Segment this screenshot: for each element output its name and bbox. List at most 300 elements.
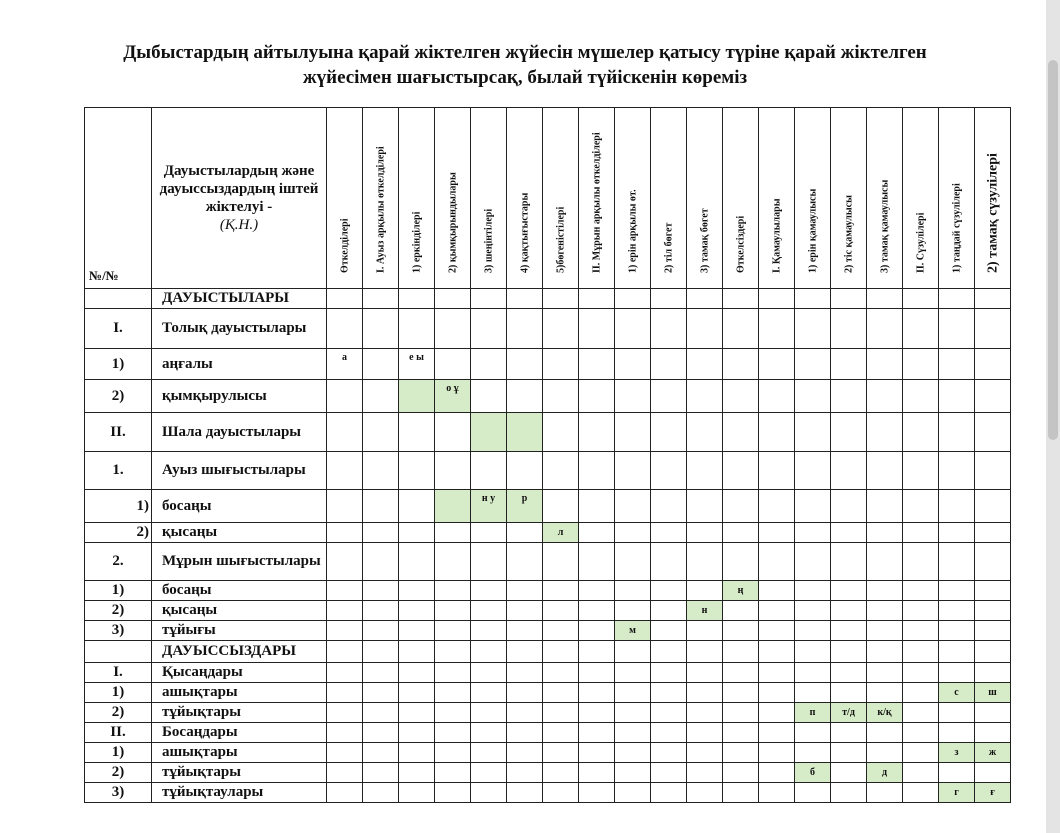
grid-cell (903, 309, 939, 349)
title-line-2: жүйесімен шағыстырсақ, былай түйіскенін көреміз (302, 67, 748, 88)
grid-cell (543, 490, 579, 523)
grid-cell (651, 703, 687, 723)
row-label: Ауыз шығыстылары (152, 452, 327, 490)
grid-cell (507, 683, 543, 703)
grid-cell (867, 641, 903, 663)
column-header-label: 1) еркінділері (411, 211, 422, 273)
row-number: 1) (85, 490, 152, 523)
grid-cell (363, 621, 399, 641)
grid-cell (795, 601, 831, 621)
grid-cell (903, 452, 939, 490)
grid-cell (363, 581, 399, 601)
grid-cell (903, 763, 939, 783)
letter-cell: т/д (831, 703, 867, 723)
grid-cell (615, 783, 651, 803)
grid-cell (579, 703, 615, 723)
grid-cell (435, 663, 471, 683)
grid-cell (543, 601, 579, 621)
grid-cell (579, 309, 615, 349)
row-number (85, 641, 152, 663)
grid-cell (687, 581, 723, 601)
grid-cell (507, 380, 543, 413)
table-row (85, 413, 1011, 452)
grid-cell (687, 380, 723, 413)
grid-cell (651, 490, 687, 523)
grid-cell (651, 349, 687, 380)
grid-cell (579, 621, 615, 641)
grid-cell (471, 723, 507, 743)
grid-cell (795, 783, 831, 803)
grid-cell (507, 452, 543, 490)
row-number: 1) (85, 581, 152, 601)
grid-cell (579, 349, 615, 380)
grid-cell (723, 413, 759, 452)
row-number: II. (85, 413, 152, 452)
grid-cell (867, 683, 903, 703)
grid-cell (759, 289, 795, 309)
grid-cell (363, 783, 399, 803)
grid-cell (867, 523, 903, 543)
grid-cell (939, 581, 975, 601)
grid-cell (615, 413, 651, 452)
grid-cell (723, 380, 759, 413)
grid-cell (327, 703, 363, 723)
row-label: аңғалы (152, 349, 327, 380)
table-row (85, 452, 1011, 490)
row-number: 2) (85, 380, 152, 413)
grid-cell (363, 703, 399, 723)
grid-cell (867, 309, 903, 349)
grid-cell (687, 543, 723, 581)
letter-cell: г (939, 783, 975, 803)
header-description (152, 108, 327, 289)
column-header (651, 108, 687, 289)
grid-cell (651, 543, 687, 581)
grid-cell (903, 490, 939, 523)
grid-cell (327, 413, 363, 452)
grid-cell (759, 621, 795, 641)
grid-cell (903, 523, 939, 543)
grid-cell (723, 621, 759, 641)
grid-cell (903, 663, 939, 683)
vertical-scrollbar[interactable] (1046, 0, 1060, 833)
grid-cell (507, 523, 543, 543)
grid-cell (795, 523, 831, 543)
grid-cell (435, 581, 471, 601)
grid-cell (759, 601, 795, 621)
grid-cell (399, 601, 435, 621)
grid-cell (975, 663, 1011, 683)
row-label: босаңы (152, 581, 327, 601)
grid-cell (831, 743, 867, 763)
grid-cell (327, 289, 363, 309)
letter-cell: н у (471, 490, 507, 523)
grid-cell (507, 703, 543, 723)
grid-cell (615, 543, 651, 581)
column-header (939, 108, 975, 289)
grid-cell (759, 723, 795, 743)
grid-cell (435, 309, 471, 349)
grid-cell (975, 490, 1011, 523)
row-number: 1) (85, 743, 152, 763)
column-header-label: II. Сүзулілері (915, 212, 926, 273)
grid-cell (543, 783, 579, 803)
grid-cell (723, 703, 759, 723)
row-number: II. (85, 723, 152, 743)
grid-cell (615, 452, 651, 490)
grid-cell (687, 743, 723, 763)
grid-cell (651, 683, 687, 703)
grid-cell (831, 490, 867, 523)
letter-cell: ғ (975, 783, 1011, 803)
grid-cell (795, 289, 831, 309)
letter-cell: н (687, 601, 723, 621)
grid-cell (615, 349, 651, 380)
grid-cell (507, 641, 543, 663)
grid-cell (327, 490, 363, 523)
table-row (85, 783, 1011, 803)
grid-cell (471, 349, 507, 380)
grid-cell (327, 523, 363, 543)
row-label: ДАУЫССЫЗДАРЫ (152, 641, 327, 663)
grid-cell (651, 621, 687, 641)
grid-cell (687, 490, 723, 523)
grid-cell (903, 601, 939, 621)
grid-cell (579, 641, 615, 663)
table-row (85, 703, 1011, 723)
grid-cell (507, 309, 543, 349)
grid-cell (507, 763, 543, 783)
grid-cell (759, 413, 795, 452)
letter-cell: ж (975, 743, 1011, 763)
grid-cell (939, 309, 975, 349)
grid-cell (579, 581, 615, 601)
column-header (903, 108, 939, 289)
grid-cell (903, 621, 939, 641)
table-row (85, 380, 1011, 413)
grid-cell (795, 543, 831, 581)
row-number: 3) (85, 783, 152, 803)
grid-cell (615, 309, 651, 349)
grid-cell (435, 683, 471, 703)
grid-cell (615, 490, 651, 523)
grid-cell (651, 723, 687, 743)
grid-cell (363, 663, 399, 683)
grid-cell (327, 309, 363, 349)
column-header-label: 3) тамақ қамаулысы (879, 179, 890, 273)
grid-cell (507, 723, 543, 743)
grid-cell (543, 452, 579, 490)
grid-cell (759, 380, 795, 413)
letter-cell: с (939, 683, 975, 703)
grid-cell (435, 523, 471, 543)
grid-cell (687, 289, 723, 309)
column-header-label: 2) тамақ сүзулілері (985, 153, 1000, 273)
grid-cell (579, 452, 615, 490)
grid-cell (867, 783, 903, 803)
grid-cell (867, 743, 903, 763)
grid-cell (543, 621, 579, 641)
column-header (759, 108, 795, 289)
column-header-label: 2) тіс қамаулысы (843, 195, 854, 273)
grid-cell (651, 601, 687, 621)
column-header-label: 5)бөгеністілері (555, 206, 566, 273)
letter-cell: ш (975, 683, 1011, 703)
grid-cell (615, 641, 651, 663)
grid-cell (435, 641, 471, 663)
grid-cell (651, 783, 687, 803)
column-header-label: 3) тамақ бөгет (699, 208, 710, 273)
row-number: 2) (85, 763, 152, 783)
grid-cell (939, 703, 975, 723)
column-header (687, 108, 723, 289)
grid-cell (759, 309, 795, 349)
grid-cell (435, 490, 471, 523)
grid-cell (651, 581, 687, 601)
grid-cell (687, 723, 723, 743)
grid-cell (831, 543, 867, 581)
grid-cell (759, 581, 795, 601)
grid-cell (867, 490, 903, 523)
grid-cell (759, 743, 795, 763)
grid-cell (543, 413, 579, 452)
grid-cell (363, 723, 399, 743)
grid-cell (615, 380, 651, 413)
grid-cell (471, 523, 507, 543)
grid-cell (435, 413, 471, 452)
table-row (85, 289, 1011, 309)
grid-cell (975, 413, 1011, 452)
grid-cell (903, 703, 939, 723)
grid-cell (831, 641, 867, 663)
grid-cell (723, 783, 759, 803)
grid-cell (831, 413, 867, 452)
grid-cell (579, 413, 615, 452)
letter-cell: б (795, 763, 831, 783)
grid-cell (831, 289, 867, 309)
grid-cell (579, 743, 615, 763)
grid-cell (867, 581, 903, 601)
grid-cell (903, 413, 939, 452)
letter-cell: д (867, 763, 903, 783)
grid-cell (435, 601, 471, 621)
grid-cell (471, 452, 507, 490)
row-label: Мұрын шығыстылары (152, 543, 327, 581)
grid-cell (543, 663, 579, 683)
grid-cell (759, 783, 795, 803)
grid-cell (543, 309, 579, 349)
row-label: тұйықтаулары (152, 783, 327, 803)
table-row (85, 543, 1011, 581)
column-header-label: II. Мұрын арқылы өткелділері (591, 132, 602, 273)
grid-cell (795, 581, 831, 601)
grid-cell (687, 763, 723, 783)
grid-cell (759, 703, 795, 723)
grid-cell (759, 663, 795, 683)
grid-cell (975, 380, 1011, 413)
row-label: қымқырулысы (152, 380, 327, 413)
grid-cell (795, 641, 831, 663)
grid-cell (327, 683, 363, 703)
grid-cell (795, 683, 831, 703)
grid-cell (399, 723, 435, 743)
grid-cell (939, 663, 975, 683)
grid-cell (795, 663, 831, 683)
column-header-label: 2) қымқырындылары (447, 172, 458, 273)
grid-cell (651, 763, 687, 783)
grid-cell (543, 349, 579, 380)
title-line-1: Дыбыстардың айтылуына қарай жіктелген жүйесін мүшелер қатысу түріне қарай жіктелген (123, 42, 927, 63)
grid-cell (723, 349, 759, 380)
grid-cell (363, 349, 399, 380)
letter-cell: з (939, 743, 975, 763)
column-header-label: 3) шеңінтілері (483, 208, 494, 273)
grid-cell (615, 581, 651, 601)
grid-cell (687, 413, 723, 452)
column-header-label: 1) ерін арқылы өт. (627, 189, 638, 273)
letter-cell: м (615, 621, 651, 641)
table-row (85, 601, 1011, 621)
grid-cell (831, 601, 867, 621)
grid-cell (327, 452, 363, 490)
grid-cell (579, 601, 615, 621)
grid-cell (399, 452, 435, 490)
grid-cell (651, 289, 687, 309)
scrollbar-thumb[interactable] (1048, 60, 1058, 440)
row-label: Шала дауыстылары (152, 413, 327, 452)
grid-cell (903, 783, 939, 803)
grid-cell (903, 581, 939, 601)
grid-cell (579, 783, 615, 803)
grid-cell (831, 349, 867, 380)
grid-cell (831, 663, 867, 683)
grid-cell (975, 641, 1011, 663)
row-number: 3) (85, 621, 152, 641)
grid-cell (471, 663, 507, 683)
grid-cell (903, 683, 939, 703)
header-number: №/№ (85, 108, 152, 289)
row-number: I. (85, 663, 152, 683)
column-header-label: Өткелсіздері (735, 215, 746, 273)
grid-cell (723, 452, 759, 490)
grid-cell (435, 349, 471, 380)
grid-cell (399, 703, 435, 723)
grid-cell (723, 289, 759, 309)
grid-cell (543, 723, 579, 743)
grid-cell (651, 641, 687, 663)
grid-cell (327, 763, 363, 783)
grid-cell (471, 380, 507, 413)
grid-cell (687, 309, 723, 349)
grid-cell (435, 289, 471, 309)
grid-cell (939, 763, 975, 783)
grid-cell (975, 289, 1011, 309)
grid-cell (975, 349, 1011, 380)
grid-cell (399, 763, 435, 783)
column-header (975, 108, 1011, 289)
grid-cell (903, 289, 939, 309)
letter-cell: ң (723, 581, 759, 601)
grid-cell (399, 289, 435, 309)
row-number (85, 289, 152, 309)
grid-cell (723, 490, 759, 523)
table-row (85, 490, 1011, 523)
document-title (40, 40, 1010, 90)
table-row (85, 743, 1011, 763)
column-header-label: 2) тіл бөгет (663, 222, 674, 273)
grid-cell (399, 523, 435, 543)
grid-cell (363, 601, 399, 621)
grid-cell (903, 723, 939, 743)
grid-cell (579, 683, 615, 703)
grid-cell (543, 581, 579, 601)
column-header (435, 108, 471, 289)
grid-cell (831, 380, 867, 413)
letter-cell: п (795, 703, 831, 723)
grid-cell (975, 601, 1011, 621)
grid-cell (759, 683, 795, 703)
grid-cell (327, 663, 363, 683)
grid-cell (615, 523, 651, 543)
column-header (363, 108, 399, 289)
grid-cell (939, 723, 975, 743)
grid-cell (867, 601, 903, 621)
grid-cell (327, 380, 363, 413)
letter-cell: л (543, 523, 579, 543)
grid-cell (795, 723, 831, 743)
grid-cell (723, 601, 759, 621)
grid-cell (795, 452, 831, 490)
letter-cell: о ұ (435, 380, 471, 413)
grid-cell (471, 683, 507, 703)
grid-cell (759, 349, 795, 380)
grid-cell (471, 309, 507, 349)
grid-cell (615, 683, 651, 703)
grid-cell (975, 703, 1011, 723)
grid-cell (471, 289, 507, 309)
grid-cell (723, 543, 759, 581)
grid-cell (795, 349, 831, 380)
table-body (85, 289, 1011, 803)
grid-cell (399, 783, 435, 803)
grid-cell (615, 743, 651, 763)
column-header (723, 108, 759, 289)
table-row (85, 641, 1011, 663)
row-number: 2) (85, 523, 152, 543)
table-row (85, 663, 1011, 683)
table-row (85, 763, 1011, 783)
grid-cell (759, 763, 795, 783)
column-header-label: I. Ауыз арқылы өткелділері (375, 146, 386, 273)
grid-cell (831, 723, 867, 743)
grid-cell (831, 783, 867, 803)
column-header (543, 108, 579, 289)
grid-cell (435, 543, 471, 581)
grid-cell (363, 490, 399, 523)
grid-cell (975, 723, 1011, 743)
row-label: тұйығы (152, 621, 327, 641)
grid-cell (903, 641, 939, 663)
grid-cell (543, 763, 579, 783)
grid-cell (327, 641, 363, 663)
grid-cell (651, 380, 687, 413)
grid-cell (363, 523, 399, 543)
table-row (85, 723, 1011, 743)
column-header (399, 108, 435, 289)
grid-cell (687, 621, 723, 641)
row-label: қысаңы (152, 601, 327, 621)
grid-cell (975, 309, 1011, 349)
